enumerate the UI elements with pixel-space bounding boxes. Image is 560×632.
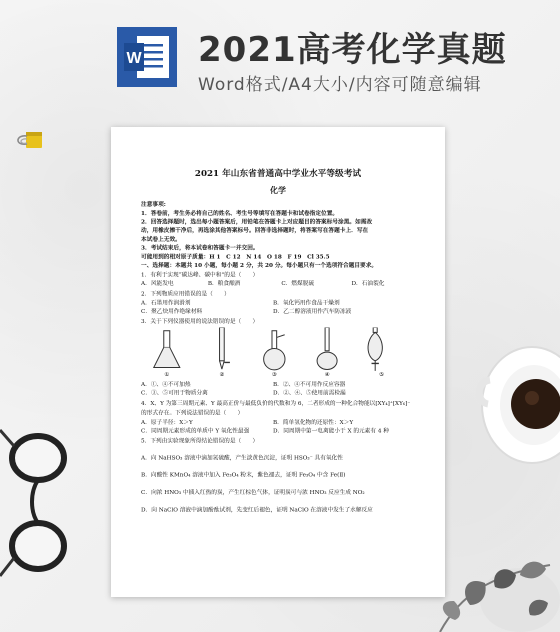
apparatus-label: ③ (271, 371, 277, 378)
option: A．①、④不可加热 (141, 380, 191, 388)
question-5-option: B．向酸性 KMnO₄ 溶液中加入 Fe₃O₄ 粉末，紫色褪去，证明 Fe₃O₄ 中含 Fe(Ⅱ) (141, 471, 346, 479)
question-4-stem-cont: 的形式存在。下列说法错误的是（ ） (141, 409, 244, 417)
option: D．乙二醇溶液用作汽车防冻液 (272, 308, 352, 315)
option: B．②、④不可用作反应容器 (272, 380, 346, 388)
notice-line: 1．答卷前，考生务必将自己的姓名、考生号等填写在答题卡和试卷指定位置。 (141, 209, 339, 217)
separatory-funnel-icon (368, 327, 384, 377)
atomic-masses: 可能用到的相对原子质量：H 1 C 12 N 14 O 18 F 19 Cl 35.5 (141, 253, 330, 260)
notice-heading: 注意事项: (141, 201, 166, 208)
notice-line: 3．考试结束后，将本试卷和答题卡一并交回。 (141, 244, 259, 252)
volumetric-flask-icon (317, 327, 337, 377)
conical-flask-icon (154, 331, 180, 378)
option: A．风能发电 (141, 279, 174, 287)
notice-line: 本试卷上无效。 (141, 235, 181, 243)
word-logo-letter: W (126, 50, 142, 67)
binder-clip-icon (14, 126, 44, 154)
round-flask-icon (264, 331, 285, 378)
apparatus-figure (151, 327, 391, 377)
coffee-cup-icon (472, 340, 560, 470)
option: B．简单氢化物的还原性：X＞Y (272, 418, 354, 426)
word-logo-icon (117, 27, 177, 87)
question-2-stem: 2．下列物质应用错误的是（ ） (141, 290, 230, 298)
document-page (111, 127, 445, 597)
option: B．粮食酿酒 (207, 279, 241, 287)
option: A．石墨用作润滑剂 (141, 299, 191, 307)
exam-title: 2021 年山东省普通高中学业水平等级考试 (194, 168, 362, 179)
page-subtitle: Word格式/A4大小/内容可随意编辑 (198, 75, 482, 95)
page-title: 2021高考化学真题 (198, 30, 507, 70)
question-5-option: D．向 NaClO 溶液中滴加酚酞试剂，先变红后褪色，证明 NaClO 在溶液中发生了水解反应 (141, 506, 373, 514)
option: C．同周期元素形成的单质中 Y 氧化性最强 (141, 427, 250, 435)
exam-subject: 化学 (269, 185, 287, 196)
option: C．聚乙炔用作绝缘材料 (141, 308, 203, 315)
section-heading: 一、选择题：本题共 10 小题，每小题 2 分，共 20 分。每小题只有一个选项符合题目要求。 (141, 261, 378, 269)
glasses-icon (0, 418, 75, 608)
option: D．石油裂化 (351, 279, 385, 287)
option: D．②、④、⑤使用前需检漏 (272, 389, 346, 397)
option: A．原子半径：X＞Y (141, 418, 193, 426)
question-5-option: A．向 NaHSO₃ 溶液中滴加氢硫酸，产生淡黄色沉淀，证明 HSO₃⁻ 具有氧化性 (141, 454, 343, 461)
apparatus-label: ① (164, 371, 170, 378)
notice-line: 2．回答选择题时，选出每小题答案后，用铅笔在答题卡上对应题目的答案标号涂黑。如需改 (141, 218, 373, 226)
option: C．③、⑤可用于物质分离 (141, 389, 208, 397)
question-1-stem: 1．有利于实现“碳达峰、碳中和”的是（ ） (141, 271, 259, 278)
question-5-option: C．向浓 HNO₃ 中插入红热的炭，产生红棕色气体，证明炭可与浓 HNO₃ 反应生成 NO₂ (141, 489, 365, 496)
option: B．氧化钙用作食品干燥剂 (272, 299, 340, 307)
question-3-stem: 3．关于下列仪器使用的说法错误的是（ ） (141, 318, 259, 325)
burette-icon (219, 327, 229, 377)
notice-line: 动，用橡皮擦干净后，再选涂其他答案标号。回答非选择题时，将答案写在答题卡上．写在 (141, 227, 369, 234)
option: D．同周期中第一电离能小于 X 的元素有 4 种 (272, 427, 389, 435)
apparatus-label: ② (219, 371, 225, 378)
option: C．燃煤脱硫 (281, 279, 315, 287)
apparatus-label: ⑤ (379, 371, 384, 378)
apparatus-label: ④ (324, 371, 330, 378)
question-4-stem: 4．X、Y 为第三周期元素、Y 最高正价与最低负价的代数和为 6，二者形成的一种化合物能以[XY₄]⁺[XY₆]⁻ (141, 400, 411, 407)
question-5-stem: 5．下列由实验现象所得结论错误的是（ ） (141, 437, 259, 445)
